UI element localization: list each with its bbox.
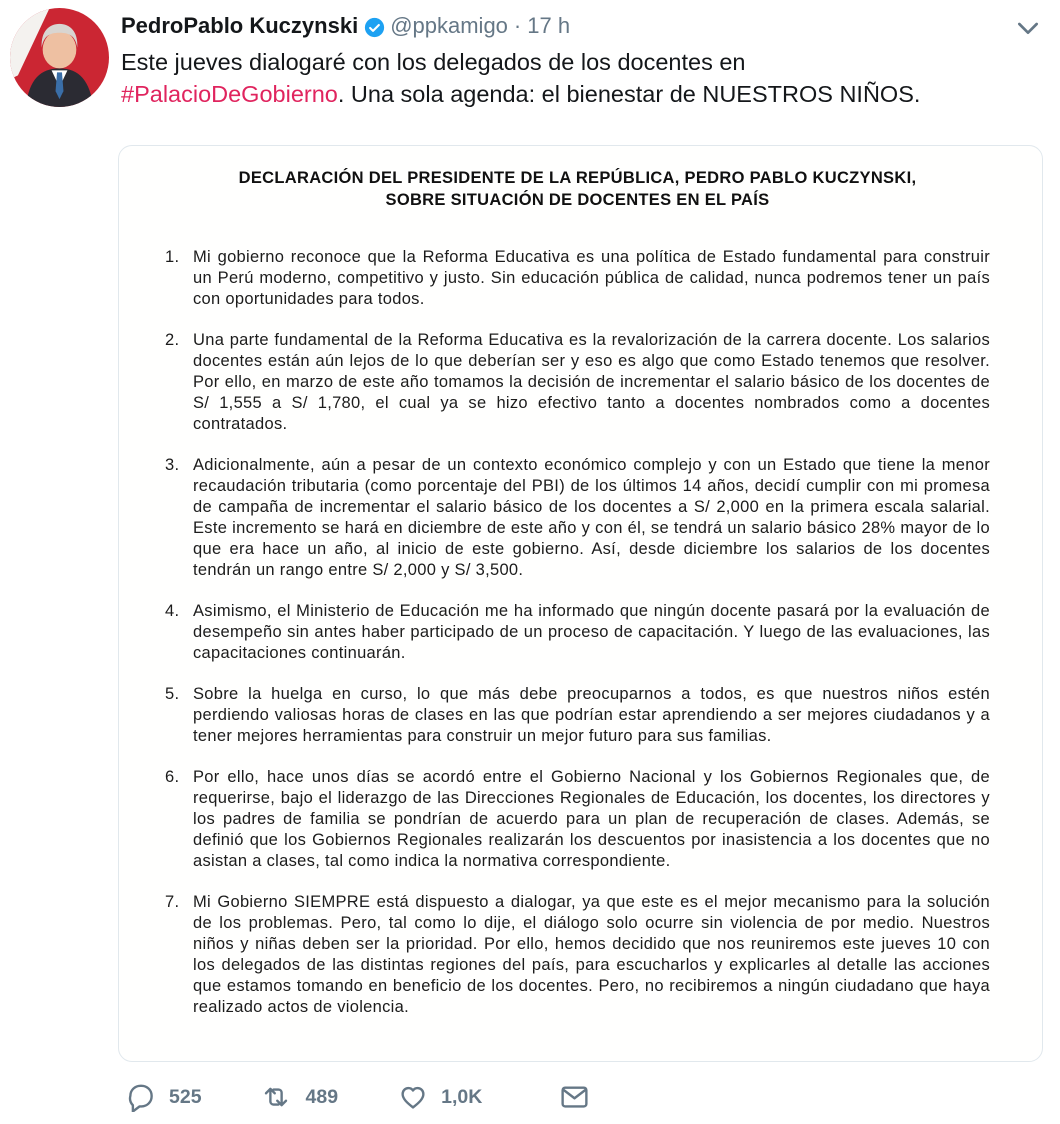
- document-item-text: Por ello, hace unos días se acordó entre el Gobierno Nacional y los Gobiernos Regionales que, de requerirse, bajo el liderazgo de las Direcciones Regionales de Educación, los docentes, los directores y los padres de familia se pondrían de acuerdo para un plan de recuperación de clases. Además, se definió que los Gobiernos Regionales realizarán los descuentos por inasistencia a los docentes que no asistan a clases, tal como indica la normativa correspondiente.: [193, 768, 990, 870]
- tweet-text-line1: Este jueves dialogaré con los delegados de los docentes en: [121, 49, 746, 75]
- tweet-media-document[interactable]: [118, 145, 1043, 1062]
- document-item-text: Sobre la huelga en curso, lo que más debe preocuparnos a todos, es que nuestros niños estén perdiendo valiosas horas de clases en las que podrían estar aprendiendo a ser mejores ciudadanos y a tener mejores herramientas para construir un mejor futuro para sus familias.: [193, 685, 990, 745]
- document-item-text: Mi Gobierno SIEMPRE está dispuesto a dialogar, ya que este es el mejor mecanismo para la solución de los problemas. Pero, tal como lo dije, el diálogo solo ocurre sin violencia de por medio. Nuestros niños y niñas deben ser la prioridad. Por ello, hemos decidido que nos reuniremos este jueves 10 con los delegados de las distintas regiones del país, para escucharlos y explicarles al detalle las acciones que estamos tomando en beneficio de los docentes. Pero, no recibiremos a ningún ciudadano que haya realizado actos de violencia.: [193, 893, 990, 1016]
- document-item-number: 6.: [165, 768, 180, 786]
- like-button[interactable]: [398, 1082, 482, 1112]
- document-item-number: 1.: [165, 248, 180, 266]
- document-item-number: 7.: [165, 893, 180, 911]
- author-handle[interactable]: @ppkamigo: [390, 13, 508, 38]
- document-item: [165, 455, 990, 581]
- avatar-photo-icon: [10, 8, 109, 107]
- document-item: [165, 330, 990, 435]
- document-item-text: Asimismo, el Ministerio de Educación me ha informado que ningún docente pasará por la evaluación de desempeño sin antes haber participado de un proceso de capacitación. Y luego de las evaluaciones, las capacitaciones continuarán.: [193, 602, 990, 662]
- retweet-count: 489: [305, 1085, 339, 1108]
- tweet-action-bar: [126, 1082, 590, 1112]
- heart-icon: [398, 1082, 428, 1112]
- retweet-button[interactable]: [259, 1082, 339, 1112]
- direct-message-button[interactable]: [559, 1082, 590, 1112]
- document-item-number: 2.: [165, 331, 180, 349]
- chevron-down-icon[interactable]: [1012, 12, 1044, 44]
- document-item-text: Una parte fundamental de la Reforma Educativa es la revalorización de la carrera docente. Los salarios docentes están aún lejos de lo que deberían ser y eso es algo que como Estado tenemos que resolver. Por ello, en marzo de este año tomamos la decisión de incrementar el salario básico de los docentes de S/ 1,555 a S/ 1,780, el cual ya se hizo efectivo tanto a docentes nombrados como a docentes contratados.: [193, 331, 990, 433]
- document-item-number: 4.: [165, 602, 180, 620]
- like-count: 1,0K: [441, 1085, 483, 1108]
- document-item: [165, 892, 990, 1018]
- document-item-number: 3.: [165, 456, 180, 474]
- avatar[interactable]: [10, 8, 109, 107]
- tweet-timestamp[interactable]: 17 h: [527, 13, 571, 38]
- retweet-icon: [259, 1082, 293, 1112]
- document-item-text: Mi gobierno reconoce que la Reforma Educativa es una política de Estado fundamental para construir un Perú moderno, competitivo y justo. Sin educación pública de calidad, nunca podremos tener un país con oportunidades para todos.: [193, 248, 990, 308]
- document-item: [165, 247, 990, 310]
- reply-button[interactable]: [126, 1082, 202, 1112]
- author-name[interactable]: PedroPablo Kuczynski: [121, 13, 359, 38]
- document-item-text: Adicionalmente, aún a pesar de un contexto económico complejo y con un Estado que tiene la menor recaudación tributaria (como porcentaje del PBI) de los últimos 14 años, decidí cumplir con mi promesa de campaña de incrementar el salario básico de los docentes a S/ 2,000 en la primera escala salarial. Este incremento se hará en diciembre de este año y con él, se tendrá un salario básico 28% mayor de lo que era hace un año, al inicio de este gobierno. Así, desde diciembre los salarios de los docentes tendrán un rango entre S/ 2,000 y S/ 3,500.: [193, 456, 990, 579]
- tweet-text: [121, 46, 1031, 110]
- hashtag-link[interactable]: #PalacioDeGobierno: [121, 81, 338, 107]
- document-items: [165, 247, 990, 1018]
- document-body: [119, 146, 1042, 1018]
- document-title: [165, 167, 990, 211]
- document-title-line1: DECLARACIÓN DEL PRESIDENTE DE LA REPÚBLICA, PEDRO PABLO KUCZYNSKI,: [238, 169, 917, 187]
- document-item: [165, 767, 990, 872]
- document-title-line2: SOBRE SITUACIÓN DE DOCENTES EN EL PAÍS: [385, 191, 770, 209]
- document-item-number: 5.: [165, 685, 180, 703]
- verified-badge-icon: [364, 17, 385, 38]
- envelope-icon: [559, 1082, 590, 1112]
- reply-count: 525: [169, 1085, 202, 1108]
- tweet-text-line2: . Una sola agenda: el bienestar de NUESTROS NIÑOS.: [337, 81, 921, 107]
- tweet-header: [121, 12, 570, 40]
- document-item: [165, 601, 990, 664]
- document-item: [165, 684, 990, 747]
- reply-icon: [126, 1082, 156, 1112]
- meta-separator: ·: [513, 13, 522, 38]
